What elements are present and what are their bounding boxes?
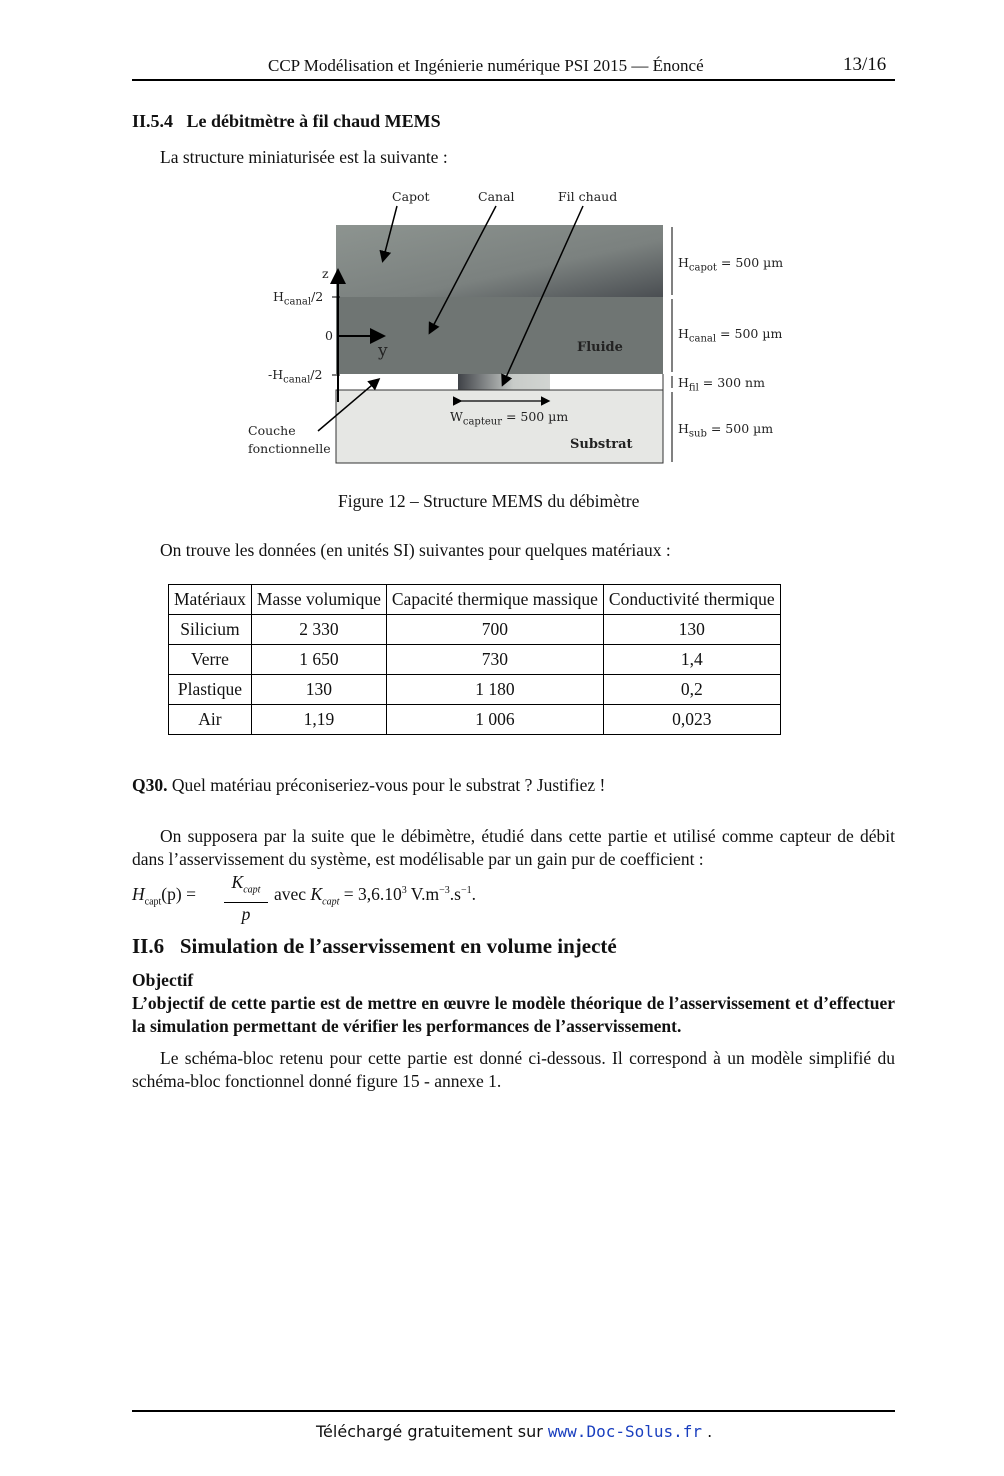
canal-layer — [336, 297, 663, 374]
label-fonctionnelle: fonctionnelle — [248, 441, 331, 456]
dim-hfil: $H_{fil} = 300$ nm — [678, 375, 765, 394]
paragraph-schema-bloc: Le schéma-bloc retenu pour cette partie est donné ci-dessous. Il correspond à un modèle simplifié du schéma-bloc fonctionnel donné figure 15 - annexe 1. — [132, 1048, 895, 1091]
data-intro: On trouve les données (en unités SI) suivantes pour quelques matériaux : — [160, 540, 671, 560]
paragraph-capteur: On supposera par la suite que le débimètre, étudié dans cette partie et utilisé comme capteur de débit dans l’asservissement du système, est modélisable par un gain pur de coefficient : — [132, 826, 895, 869]
label-wcapteur: $W_{capteur} = 500$ µm — [450, 409, 569, 428]
mems-figure — [240, 180, 800, 470]
figure-caption: Figure 12 – Structure MEMS du débimètre — [338, 491, 640, 511]
table-row: Verre 1 650 730 1,4 — [169, 645, 781, 675]
dim-hsub: $H_{sub} = 500$ µm — [678, 421, 774, 440]
label-couche: Couche — [248, 423, 296, 438]
label-hcanal-top: $H_{canal}/2$ — [273, 289, 324, 308]
table-header-row: Matériaux Masse volumique Capacité thermique massique Conductivité thermique — [169, 585, 781, 615]
dim-hcanal: $H_{canal} = 500$ µm — [678, 326, 783, 345]
footer: Téléchargé gratuitement sur www.Doc-Solus.fr . — [316, 1422, 713, 1441]
table-row: Silicium 2 330 700 130 — [169, 615, 781, 645]
table-row: Air 1,19 1 006 0,023 — [169, 705, 781, 735]
section-heading-2-5-4 — [132, 111, 441, 132]
section-number: II.5.4 — [132, 111, 174, 131]
objectif-text: L’objectif de cette partie est de mettre en œuvre le modèle théorique de l’asservissement et d’effectuer la simulation permettant de vérifier les performances de l’asservissement. — [132, 993, 895, 1036]
label-y: y — [378, 341, 388, 361]
dim-hcapot: $H_{capot} = 500$ µm — [678, 255, 784, 274]
objectif-title: Objectif — [132, 970, 194, 990]
label-z: z — [322, 266, 329, 281]
label-canal: Canal — [478, 189, 515, 204]
capot-layer — [336, 225, 663, 297]
label-zero: 0 — [325, 328, 333, 343]
table-row: Plastique 130 1 180 0,2 — [169, 675, 781, 705]
footer-rule — [132, 1410, 895, 1412]
section-title: Le débitmètre à fil chaud MEMS — [186, 111, 441, 131]
label-fil-chaud: Fil chaud — [558, 189, 618, 204]
intro-text: La structure miniaturisée est la suivante : — [160, 147, 448, 167]
running-header: CCP Modélisation et Ingénierie numérique PSI 2015 — Énoncé — [268, 56, 704, 75]
doc-solus-link[interactable]: www.Doc-Solus.fr — [547, 1422, 703, 1441]
label-hcanal-bottom: $-H_{canal}/2$ — [268, 367, 323, 386]
section-heading-2-6: II.6 Simulation de l’asservissement en volume injecté — [132, 934, 617, 958]
label-fluide: Fluide — [577, 340, 623, 355]
question-30: Q30. Quel matériau préconiseriez-vous pour le substrat ? Justifiez ! — [132, 775, 606, 795]
page-number: 13/16 — [843, 54, 887, 75]
formula-hcapt: $H_{capt}(p)$ = $K_{capt}$ p avec $K_{capt} = 3,6.10^3$ $V.m^{-3}.s^{-1}$. — [132, 872, 476, 924]
label-capot: Capot — [392, 189, 430, 204]
materials-table — [168, 584, 781, 735]
label-substrat: Substrat — [570, 437, 633, 452]
header-rule — [132, 79, 895, 81]
lower-text-flow — [132, 825, 895, 1093]
